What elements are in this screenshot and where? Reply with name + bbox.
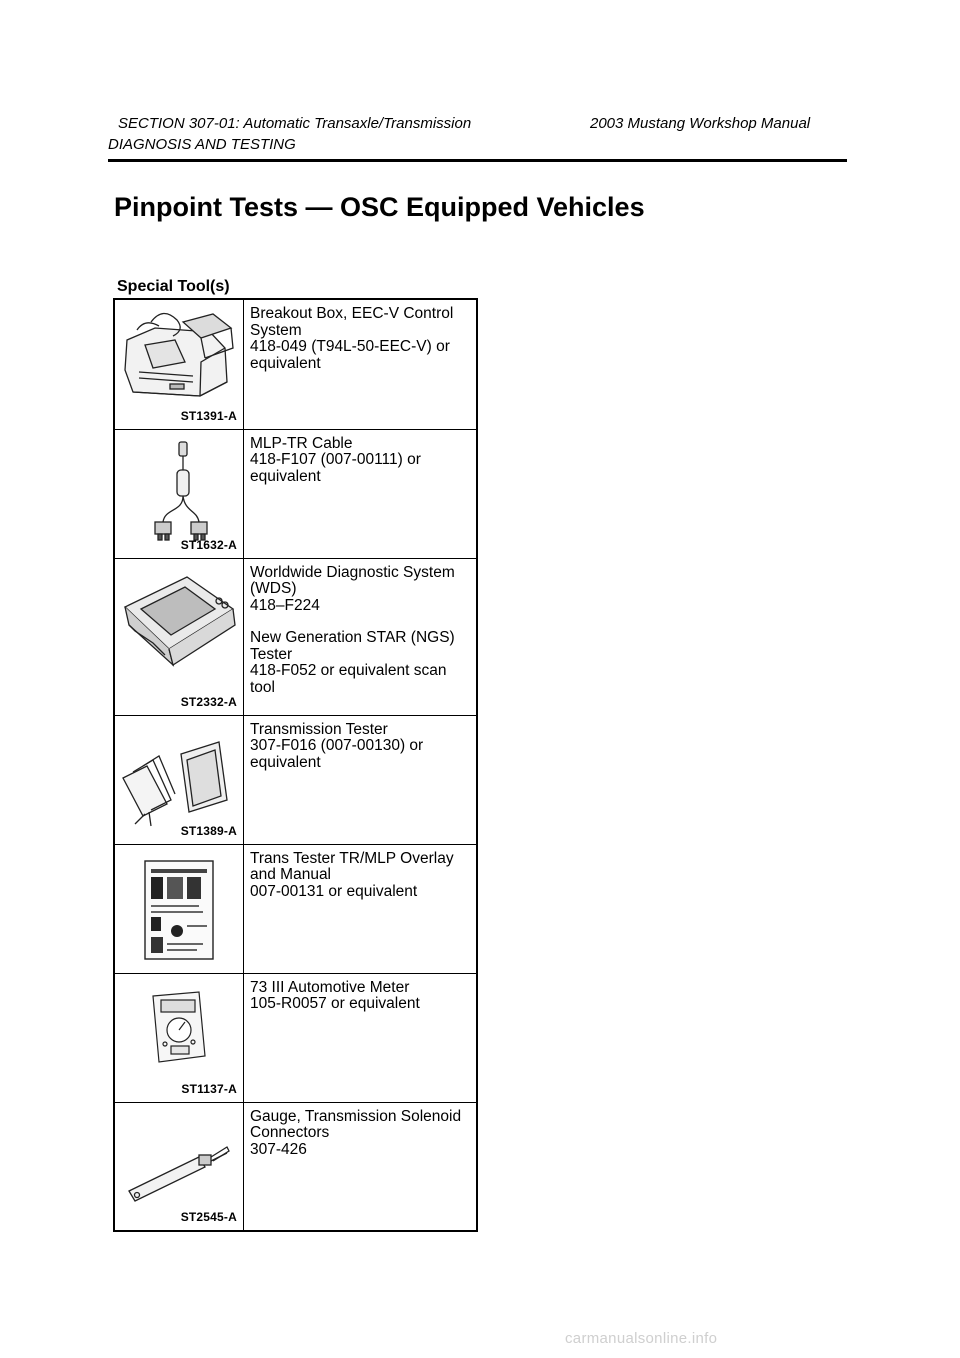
tool-desc-line: Connectors bbox=[250, 1124, 330, 1141]
header-section: SECTION 307-01: Automatic Transaxle/Transmission bbox=[118, 115, 472, 132]
tool-row bbox=[114, 715, 477, 844]
tool-desc-line: 418-F052 or equivalent scan bbox=[250, 662, 447, 679]
tool-row bbox=[114, 844, 477, 973]
tool-desc-gap bbox=[250, 614, 470, 630]
tool-description bbox=[244, 844, 478, 973]
tool-desc-line: Worldwide Diagnostic System bbox=[250, 563, 455, 581]
tool-desc-line: Tester bbox=[250, 645, 293, 663]
tool-description bbox=[244, 973, 478, 1102]
special-tools-table bbox=[113, 298, 478, 1232]
diagnostic-tablet-icon bbox=[114, 558, 244, 715]
tool-desc-line: (WDS) bbox=[250, 580, 297, 597]
watermark: carmanualsonline.info bbox=[565, 1330, 718, 1347]
tester-booklet-icon bbox=[114, 715, 244, 844]
tool-desc-line: 307-F016 (007-00130) or bbox=[250, 737, 424, 754]
tool-row bbox=[114, 558, 477, 715]
header-divider bbox=[108, 159, 847, 162]
tool-desc-line: Breakout Box, EEC-V Control bbox=[250, 305, 454, 322]
tool-desc-line: 73 III Automotive Meter bbox=[250, 978, 410, 996]
tool-description bbox=[244, 715, 478, 844]
header-subsection: DIAGNOSIS AND TESTING bbox=[108, 136, 296, 153]
tool-description bbox=[244, 429, 478, 558]
tool-desc-line: and Manual bbox=[250, 866, 332, 883]
tool-row bbox=[114, 973, 477, 1102]
tool-desc-line: 007-00131 or equivalent bbox=[250, 882, 418, 900]
tool-desc-line: equivalent bbox=[250, 753, 321, 771]
tool-desc-line: System bbox=[250, 321, 302, 339]
tool-desc-line: 418–F224 bbox=[250, 596, 320, 614]
tool-desc-line: tool bbox=[250, 678, 275, 696]
overlay-manual-icon bbox=[114, 844, 244, 973]
tool-row bbox=[114, 299, 477, 429]
tool-row bbox=[114, 1102, 477, 1231]
tool-desc-line: 307-426 bbox=[250, 1140, 307, 1158]
tool-desc-line: New Generation STAR (NGS) bbox=[250, 629, 455, 646]
page-title: Pinpoint Tests — OSC Equipped Vehicles bbox=[114, 192, 645, 222]
solenoid-gauge-icon bbox=[114, 1102, 244, 1231]
tool-desc-line: Gauge, Transmission Solenoid bbox=[250, 1107, 462, 1125]
tool-desc-line: equivalent bbox=[250, 467, 321, 485]
tool-desc-line: Transmission Tester bbox=[250, 720, 388, 738]
cable-icon bbox=[114, 429, 244, 558]
special-tools-label: Special Tool(s) bbox=[117, 278, 230, 295]
tool-description bbox=[244, 558, 478, 715]
tool-code: ST1137-A bbox=[181, 1081, 237, 1096]
tool-desc-line: Trans Tester TR/MLP Overlay bbox=[250, 849, 454, 867]
multimeter-icon bbox=[114, 973, 244, 1102]
tool-desc-line: 418-F107 (007-00111) or bbox=[250, 451, 421, 468]
tool-description bbox=[244, 1102, 478, 1231]
tool-code: ST2332-A bbox=[180, 694, 237, 709]
tool-row bbox=[114, 429, 477, 558]
tool-desc-line: 105-R0057 or equivalent bbox=[250, 995, 420, 1012]
tool-code: ST2545-A bbox=[180, 1210, 237, 1224]
tool-description bbox=[244, 299, 478, 429]
breakout-box-icon bbox=[114, 299, 244, 429]
tool-code: ST1632-A bbox=[180, 537, 237, 552]
header-manual: 2003 Mustang Workshop Manual bbox=[590, 115, 811, 132]
tool-code: ST1389-A bbox=[180, 823, 237, 838]
tool-code: ST1391-A bbox=[180, 408, 237, 423]
tool-desc-line: MLP-TR Cable bbox=[250, 434, 353, 452]
tool-desc-line: equivalent bbox=[250, 354, 321, 372]
tool-desc-line: 418-049 (T94L-50-EEC-V) or bbox=[250, 338, 450, 355]
